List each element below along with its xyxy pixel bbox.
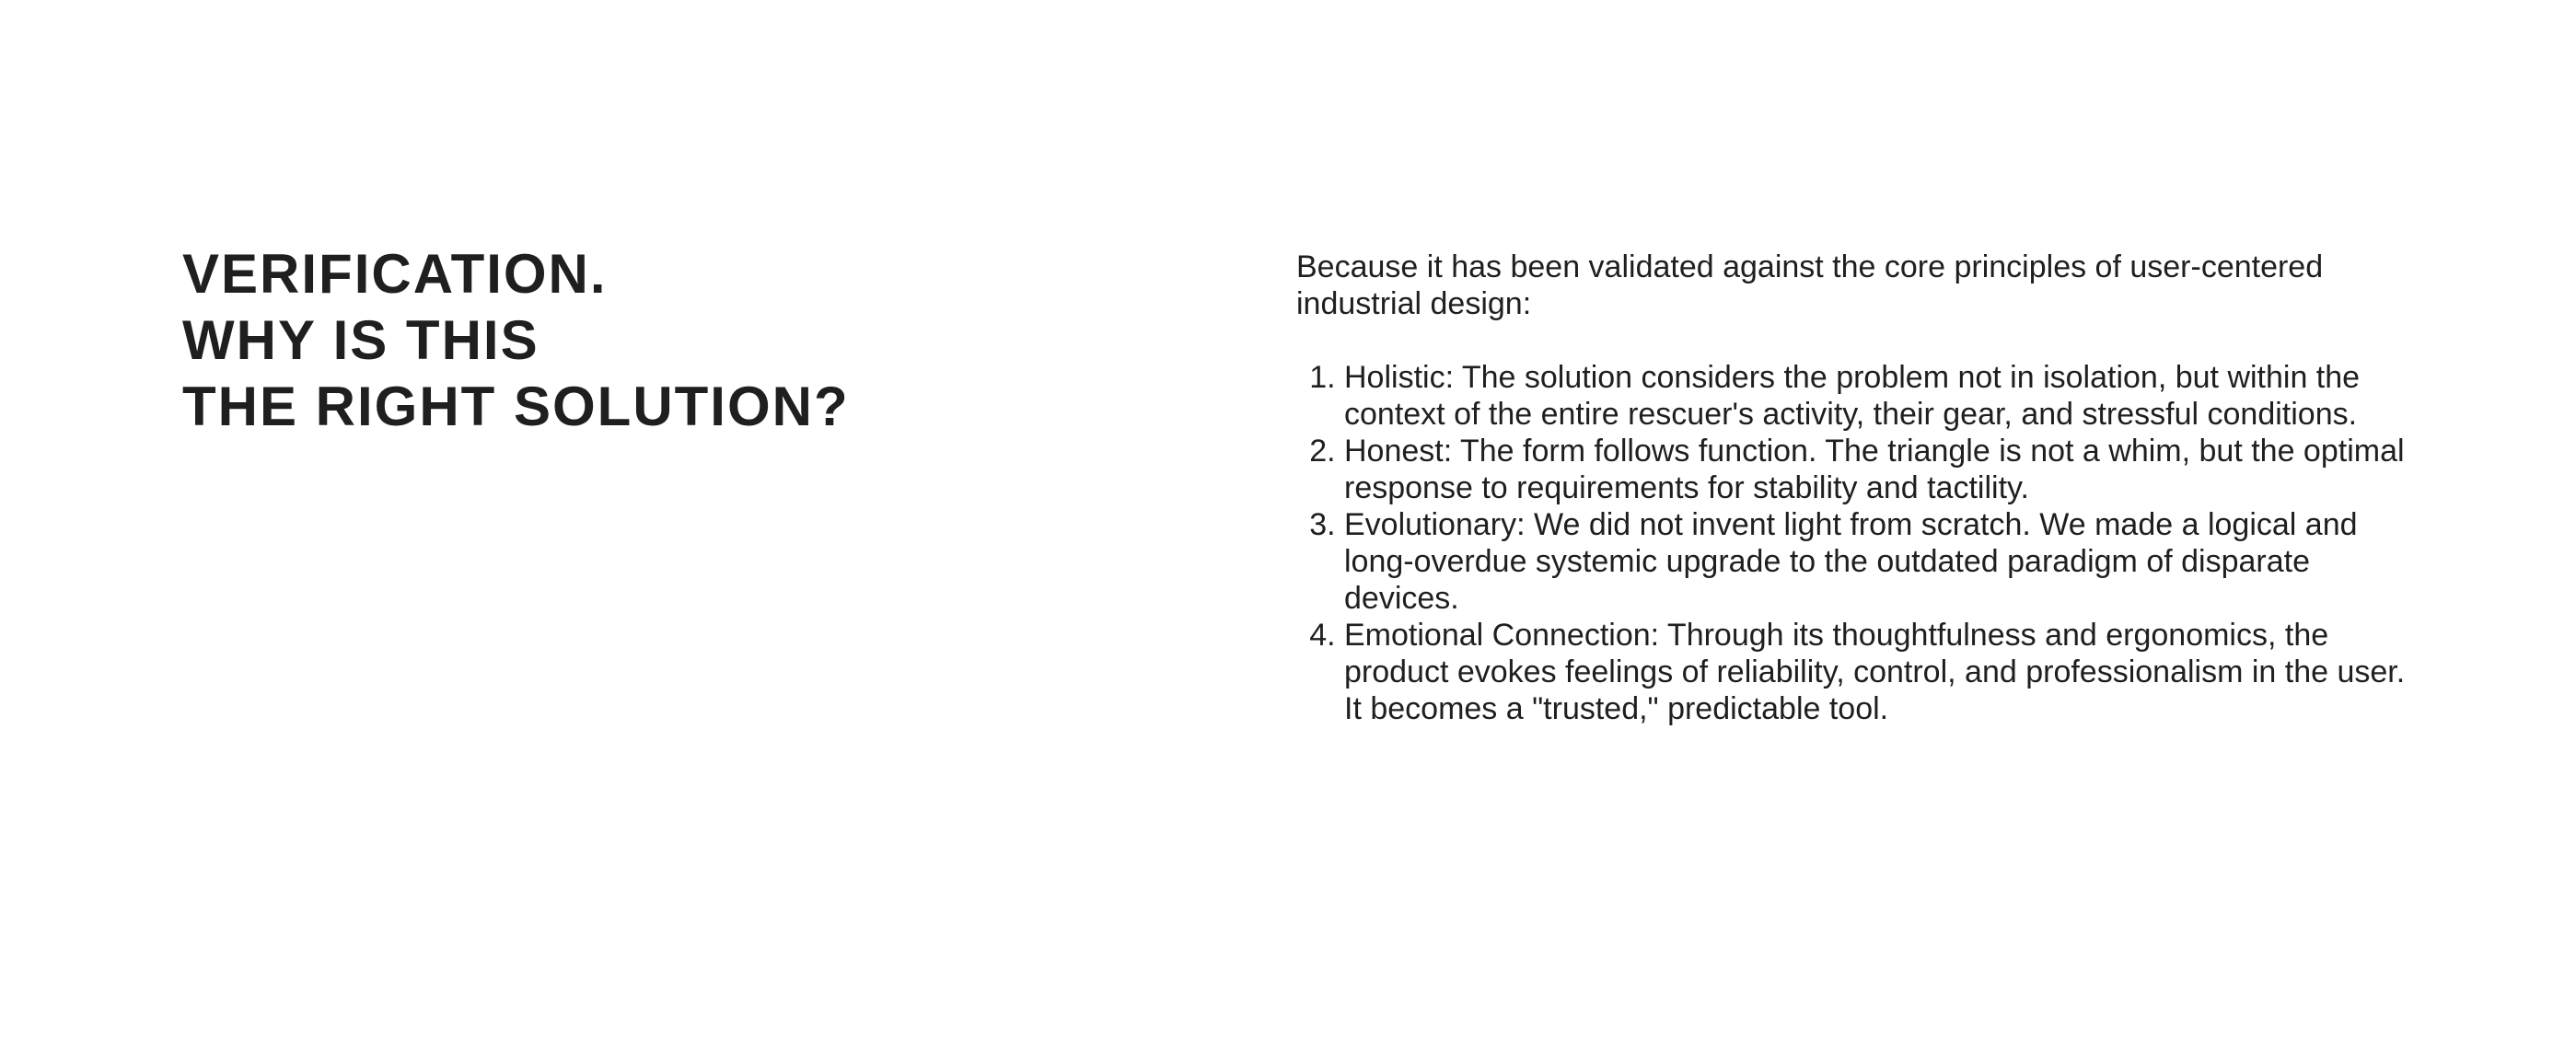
heading-block — [182, 241, 1195, 440]
page-title-line-2: WHY IS THIS — [182, 309, 540, 371]
principles-list — [1296, 359, 2429, 727]
list-item: 1. Holistic: The solution considers the problem not in isolation, but within the context of the entire rescuer's activity, their gear, and stressful conditions. — [1344, 359, 2429, 433]
list-item: 2. Honest: The form follows function. The triangle is not a whim, but the optimal response to requirements for stability and tactility. — [1344, 433, 2429, 506]
page-title — [182, 241, 1195, 440]
page-title-line-1: VERIFICATION. — [182, 243, 608, 305]
page-title-line-3: THE RIGHT SOLUTION? — [182, 376, 850, 437]
body-text-block — [1296, 249, 2429, 727]
list-item: 4. Emotional Connection: Through its thoughtfulness and ergonomics, the product evokes feelings of reliability, control, and professionalism in the user. It becomes a "trusted," predictable tool. — [1344, 617, 2429, 727]
list-item: 3. Evolutionary: We did not invent light from scratch. We made a logical and long-overdue systemic upgrade to the outdated paradigm of disparate devices. — [1344, 506, 2429, 617]
intro-paragraph: Because it has been validated against the core principles of user-centered industrial design: — [1296, 249, 2324, 321]
